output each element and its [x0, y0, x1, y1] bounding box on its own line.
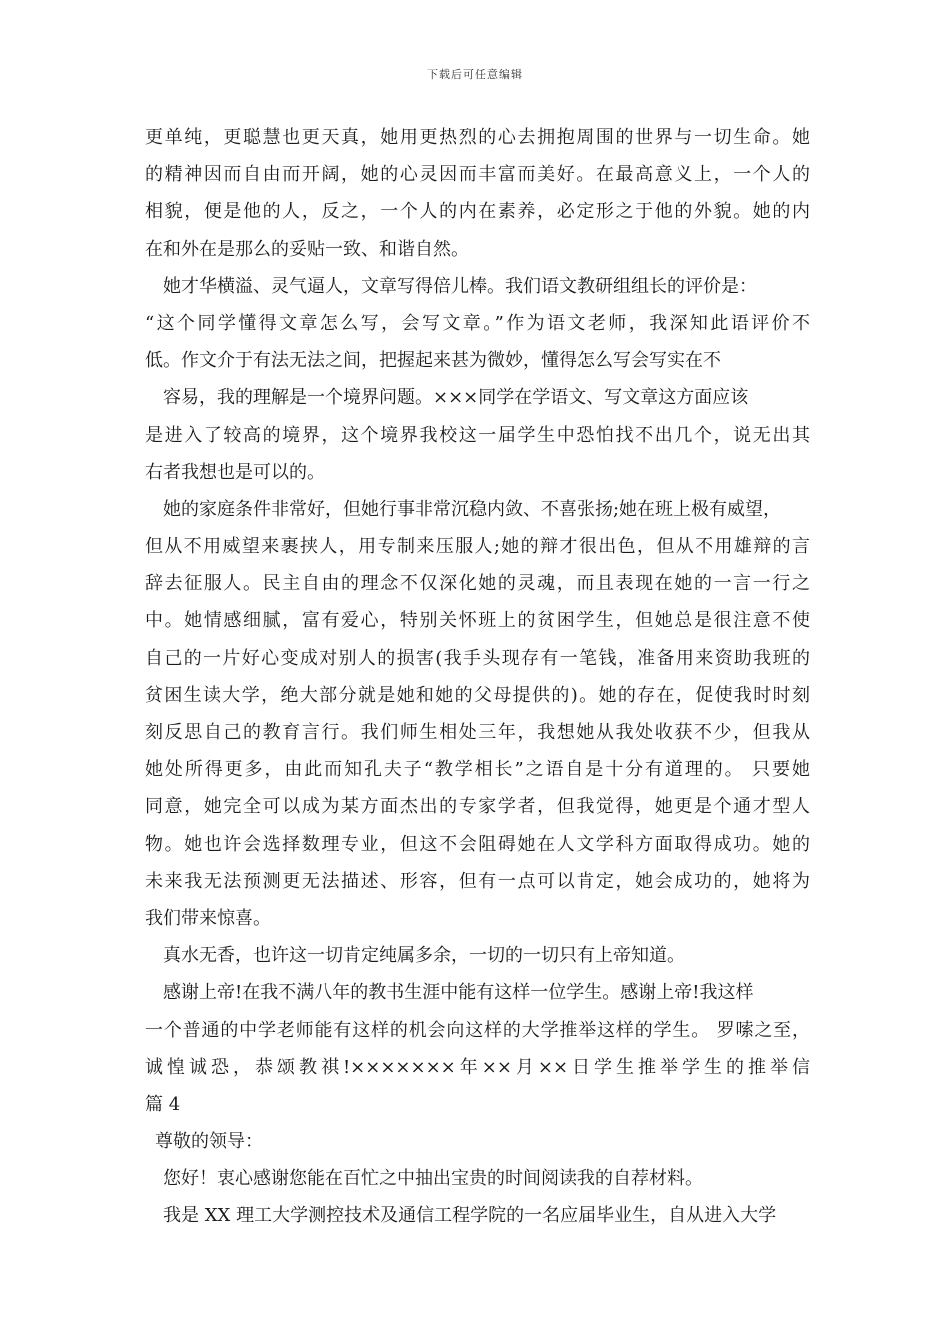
text-line: 右者我想也是可以的。 [145, 461, 325, 483]
text-line: 她才华横溢、灵气逼人，文章写得倍儿棒。我们语文教研组组长的评价是： [163, 275, 757, 297]
text-line: 但从不用威望来裹挟人，用专制来压服人;她的辩才很出色，但从不用雄辩的言 [145, 536, 810, 558]
text-line: “这个同学懂得文章怎么写，会写文章。”作为语文老师，我深知此语评价不 [145, 312, 810, 334]
text-line: 低。作文介于有法无法之间，把握起来甚为微妙，懂得怎么写会写实在不 [145, 350, 721, 372]
text-line: 未来我无法预测更无法描述、形容，但有一点可以肯定，她会成功的，她将为 [145, 870, 810, 892]
text-line: 刻反思自己的教育言行。我们师生相处三年，我想她从我处收获不少，但我从 [145, 722, 810, 743]
text-line: 诚惶诚恐，恭颂教祺!×××××××年××月××日学生推举学生的推举信 [145, 1056, 810, 1078]
text-line: 是进入了较高的境界，这个境界我校这一届学生中恐怕找不出几个，说无出其 [145, 424, 810, 446]
text-line: 同意，她完全可以成为某方面杰出的专家学者，但我觉得，她更是个通才型人 [145, 796, 810, 818]
text-line: 她的家庭条件非常好，但她行事非常沉稳内敛、不喜张扬;她在班上极有威望， [163, 498, 782, 520]
text-line: 您好！衷心感谢您能在百忙之中抽出宝贵的时间阅读我的自荐材料。 [163, 1168, 703, 1190]
text-line: 真水无香，也许这一切肯定纯属多余，一切的一切只有上帝知道。 [163, 945, 685, 967]
text-line: 我是 XX 理工大学测控技术及通信工程学院的一名应届毕业生，自从进入大学 [163, 1205, 777, 1227]
text-line: 贫困生读大学，绝大部分就是她和她的父母提供的)。她的存在，促使我时时刻 [145, 684, 810, 706]
page-header-note: 下载后可任意编辑 [427, 68, 523, 81]
text-line: 篇 4 [145, 1093, 181, 1115]
text-line: 一个普通的中学老师能有这样的机会向这样的大学推举这样的学生。 罗嗦之至， [145, 1019, 810, 1041]
text-line: 感谢上帝!在我不满八年的教书生涯中能有这样一位学生。感谢上帝!我这样 [163, 982, 754, 1004]
text-line: 更单纯，更聪慧也更天真，她用更热烈的心去拥抱周围的世界与一切生命。她 [145, 127, 810, 148]
text-line: 中。她情感细腻，富有爱心，特别关怀班上的贫困学生，但她总是很注意不使 [145, 610, 810, 632]
document-body [145, 119, 810, 1235]
text-line: 尊敬的领导： [155, 1131, 263, 1153]
text-line: 相貌，便是他的人，反之，一个人的内在素养，必定形之于他的外貌。她的内 [145, 201, 810, 223]
text-line: 物。她也许会选择数理专业，但这不会阻碍她在人文学科方面取得成功。她的 [145, 833, 810, 855]
text-line: 我们带来惊喜。 [145, 907, 271, 929]
text-line: 辞去征服人。民主自由的理念不仅深化她的灵魂，而且表现在她的一言一行之 [145, 573, 810, 595]
text-line: 容易，我的理解是一个境界问题。×××同学在学语文、写文章这方面应该 [163, 387, 749, 409]
text-line: 自己的一片好心变成对别人的损害(我手头现存有一笔钱，准备用来资助我班的 [145, 647, 810, 669]
text-line: 的精神因而自由而开阔，她的心灵因而丰富而美好。在最高意义上，一个人的 [145, 164, 810, 186]
text-line: 她处所得更多，由此而知孔夫子“教学相长”之语自是十分有道理的。 只要她 [145, 759, 810, 781]
text-line: 在和外在是那么的妥贴一致、和谐自然。 [145, 238, 469, 260]
